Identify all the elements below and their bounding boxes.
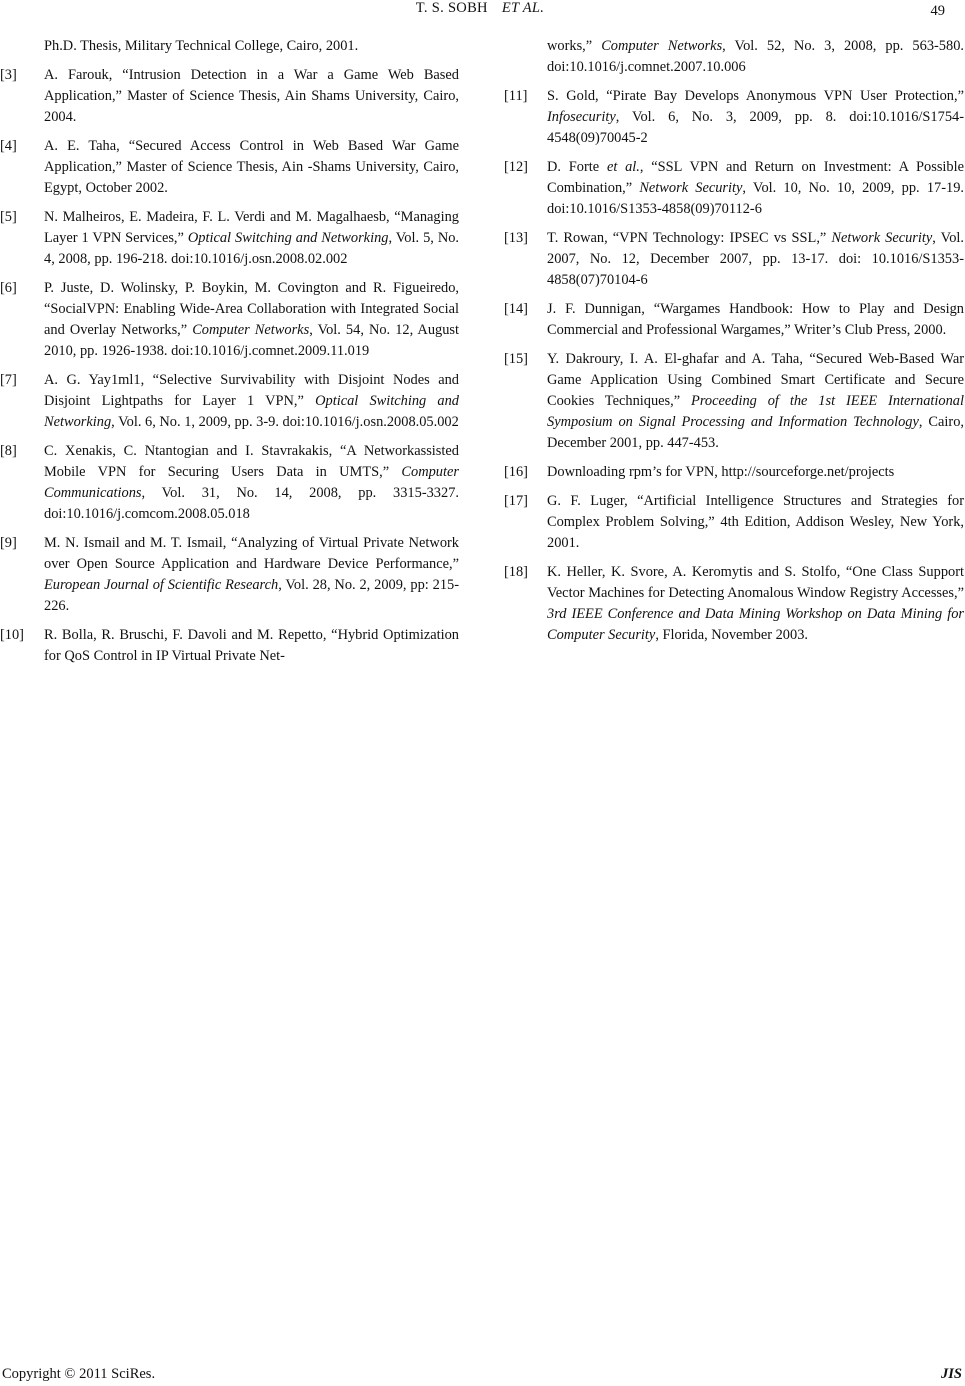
reference-text: S. Gold, “Pirate Bay Develops Anonymous VPN User Protection,” Infosecurity, Vol. 6, No. 3, 2009, pp. 8. doi:10.1016/S1754-4548(09)70045-2 bbox=[547, 88, 964, 146]
references-left-column bbox=[0, 36, 460, 675]
journal-abbreviation: JIS bbox=[941, 1366, 962, 1382]
reference-text: N. Malheiros, E. Madeira, F. L. Verdi and M. Magalhaesb, “Managing Layer 1 VPN Services,” Optical Switching and Networking, Vol. 5, No. 4, 2008, pp. 196-218. doi:10.1016/j.osn.2008.02.002 bbox=[44, 209, 460, 267]
reference-item bbox=[530, 36, 964, 78]
reference-item bbox=[504, 299, 964, 341]
copyright-notice: Copyright © 2011 SciRes. bbox=[2, 1366, 156, 1382]
reference-number: [14] bbox=[504, 301, 528, 317]
reference-text: T. Rowan, “VPN Technology: IPSEC vs SSL,” Network Security, Vol. 2007, No. 12, December 2007, pp. 13-17. doi: 10.1016/S1353-4858(07)70104-6 bbox=[547, 230, 964, 288]
reference-item bbox=[504, 86, 964, 149]
reference-text: Downloading rpm’s for VPN, http://sourceforge.net/projects bbox=[547, 464, 895, 480]
reference-number: [9] bbox=[0, 535, 17, 551]
reference-number: [15] bbox=[504, 351, 528, 367]
reference-item bbox=[0, 441, 459, 525]
reference-item bbox=[504, 462, 964, 483]
reference-text: J. F. Dunnigan, “Wargames Handbook: How to Play and Design Commercial and Professional Wargames,” Writer’s Club Press, 2000. bbox=[547, 301, 964, 338]
reference-item bbox=[504, 228, 964, 291]
reference-number: [8] bbox=[0, 443, 17, 459]
reference-item bbox=[504, 562, 964, 646]
reference-item bbox=[0, 278, 460, 362]
reference-text: Y. Dakroury, I. A. El-ghafar and A. Taha, “Secured Web-Based War Game Application Using Combined Smart Certificate and Secure Cookies Techniques,” Proceeding of the 1st IEEE International Symposium on Signal Processing and Information Technology, Cairo, December 2001, pp. 447-453. bbox=[547, 351, 964, 451]
reference-item bbox=[27, 36, 459, 57]
reference-item bbox=[504, 349, 964, 454]
reference-text: M. N. Ismail and M. T. Ismail, “Analyzing of Virtual Private Network over Open Source Application and Hardware Device Performance,” European Journal of Scientific Research, Vol. 28, No. 2, 2009, pp: 215-226. bbox=[44, 535, 459, 614]
reference-number: [6] bbox=[0, 280, 17, 296]
reference-text: A. E. Taha, “Secured Access Control in Web Based War Game Application,” Master of Science Thesis, Ain -Shams University, Cairo, Egypt, October 2002. bbox=[44, 138, 459, 196]
reference-item bbox=[0, 370, 459, 433]
running-head bbox=[380, 0, 580, 17]
reference-text: P. Juste, D. Wolinsky, P. Boykin, M. Covington and R. Figueiredo, “SocialVPN: Enabling Wide-Area Collaboration with Integrated Social and Overlay Networks,” Computer Networks, Vol. 54, No. 12, August 2010, pp. 1926-1938. doi:10.1016/j.comnet.2009.11.019 bbox=[44, 280, 460, 359]
reference-text: Ph.D. Thesis, Military Technical College, Cairo, 2001. bbox=[44, 38, 359, 54]
reference-item bbox=[0, 65, 459, 128]
page-number: 49 bbox=[930, 3, 945, 19]
reference-text: G. F. Luger, “Artificial Intelligence Structures and Strategies for Complex Problem Solving,” 4th Edition, Addison Wesley, New York, 2001. bbox=[547, 493, 964, 551]
reference-text: A. G. Yay1ml1, “Selective Survivability with Disjoint Nodes and Disjoint Lightpaths for Layer 1 VPN,” Optical Switching and Networking, Vol. 6, No. 1, 2009, pp. 3-9. doi:10.1016/j.osn.2008.05.002 bbox=[44, 372, 459, 430]
reference-item bbox=[0, 533, 459, 617]
reference-item bbox=[504, 157, 964, 220]
reference-text: D. Forte et al., “SSL VPN and Return on Investment: A Possible Combination,” Network Security, Vol. 10, No. 10, 2009, pp. 17-19. doi:10.1016/S1353-4858(09)70112-6 bbox=[547, 159, 964, 217]
reference-item bbox=[504, 491, 964, 554]
reference-number: [11] bbox=[504, 88, 528, 104]
reference-number: [16] bbox=[504, 464, 528, 480]
reference-number: [13] bbox=[504, 230, 528, 246]
reference-number: [5] bbox=[0, 209, 17, 225]
reference-number: [10] bbox=[0, 627, 24, 643]
reference-number: [12] bbox=[504, 159, 528, 175]
reference-text: works,” Computer Networks, Vol. 52, No. 3, 2008, pp. 563-580. doi:10.1016/j.comnet.2007.10.006 bbox=[547, 38, 964, 75]
running-head-et-al: ET AL. bbox=[501, 0, 545, 16]
reference-text: A. Farouk, “Intrusion Detection in a War a Game Web Based Application,” Master of Science Thesis, Ain Shams University, Cairo, 2004. bbox=[44, 67, 459, 125]
running-head-author: T. S. SOBH bbox=[415, 0, 488, 16]
reference-text: K. Heller, K. Svore, A. Keromytis and S. Stolfo, “One Class Support Vector Machines for Detecting Anomalous Window Registry Accesses,” 3rd IEEE Conference and Data Mining Workshop on Data Mining for Computer Security, Florida, November 2003. bbox=[547, 564, 964, 643]
reference-text: R. Bolla, R. Bruschi, F. Davoli and M. Repetto, “Hybrid Optimization for QoS Control in IP Virtual Private Net- bbox=[44, 627, 459, 664]
reference-number: [4] bbox=[0, 138, 17, 154]
reference-number: [18] bbox=[504, 564, 528, 580]
reference-item bbox=[0, 625, 459, 667]
reference-item bbox=[0, 207, 460, 270]
reference-number: [3] bbox=[0, 67, 17, 83]
reference-number: [7] bbox=[0, 372, 17, 388]
reference-number: [17] bbox=[504, 493, 528, 509]
references-right-column bbox=[504, 36, 964, 654]
reference-item bbox=[0, 136, 459, 199]
reference-text: C. Xenakis, C. Ntantogian and I. Stavrakakis, “A Networkassisted Mobile VPN for Securing Users Data in UMTS,” Computer Communications, Vol. 31, No. 14, 2008, pp. 3315-3327. doi:10.1016/j.comcom.2008.05.018 bbox=[44, 443, 459, 522]
